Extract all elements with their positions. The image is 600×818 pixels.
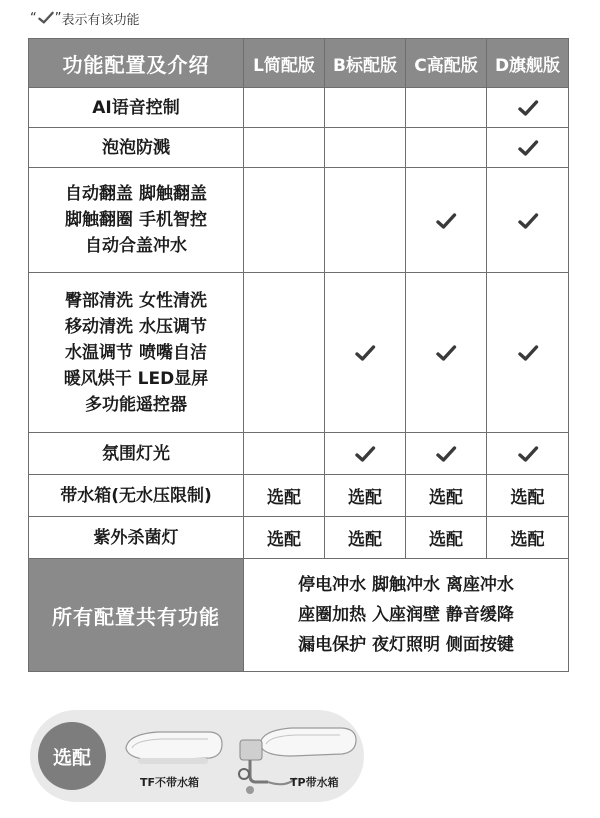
feature-cell [29, 168, 244, 273]
header-version-l: L简配版 [244, 39, 325, 88]
common-feature-line: 漏电保护 夜灯照明 侧面按键 [298, 635, 514, 655]
empty-cell [244, 433, 325, 475]
feature-line: 脚触翻圈 手机智控 [65, 210, 207, 230]
empty-cell [244, 128, 325, 168]
legend-close-quote: ” [54, 10, 62, 26]
checkmark-icon [435, 212, 457, 230]
optional-cell: 选配 [487, 475, 569, 517]
included-cell [487, 128, 569, 168]
feature-line: 移动清洗 水压调节 [65, 316, 207, 337]
included-cell [487, 433, 569, 475]
common-feature-line: 停电冲水 脚触冲水 离座冲水 [298, 575, 514, 595]
common-features-label: 所有配置共有功能 [29, 559, 244, 672]
table-row [29, 273, 569, 433]
included-cell [487, 88, 569, 128]
optional-cell: 选配 [244, 517, 325, 559]
feature-line: 带水箱(无水压限制) [60, 485, 212, 506]
legend [30, 9, 140, 27]
optional-cell: 选配 [325, 475, 406, 517]
common-features-list [244, 559, 569, 672]
empty-cell [325, 88, 406, 128]
feature-cell [29, 128, 244, 168]
feature-cell [29, 273, 244, 433]
common-feature-line: 座圈加热 入座润壁 静音缓降 [298, 605, 514, 625]
feature-cell [29, 433, 244, 475]
feature-line: AI语音控制 [92, 97, 180, 118]
empty-cell [406, 128, 487, 168]
table-row [29, 517, 569, 559]
feature-cell [29, 88, 244, 128]
optional-cell: 选配 [487, 517, 569, 559]
included-cell [325, 433, 406, 475]
feature-line: 臀部清洗 女性清洗 [65, 290, 207, 311]
empty-cell [325, 168, 406, 273]
table-row [29, 88, 569, 128]
checkmark-icon [517, 445, 539, 463]
optional-cell: 选配 [244, 475, 325, 517]
checkmark-icon [435, 344, 457, 362]
included-cell [406, 168, 487, 273]
included-cell [406, 273, 487, 433]
feature-line: 氛围灯光 [102, 443, 170, 464]
feature-line: 紫外杀菌灯 [93, 527, 179, 548]
table-row [29, 433, 569, 475]
checkmark-icon [38, 11, 54, 25]
header-version-d: D旗舰版 [487, 39, 569, 88]
common-features-row [29, 559, 569, 672]
empty-cell [244, 168, 325, 273]
product-tf [118, 718, 228, 788]
included-cell [325, 273, 406, 433]
checkmark-icon [517, 212, 539, 230]
feature-cell [29, 475, 244, 517]
optional-badge: 选配 [38, 722, 106, 790]
feature-cell [29, 517, 244, 559]
optional-accessories-panel [30, 710, 364, 802]
feature-line: 水温调节 喷嘴自洁 [65, 342, 207, 363]
feature-line: 多功能遥控器 [85, 394, 187, 415]
included-cell [487, 168, 569, 273]
feature-line: 自动翻盖 脚触翻盖 [65, 184, 207, 204]
optional-cell: 选配 [325, 517, 406, 559]
legend-text: 表示有该功能 [61, 12, 140, 28]
feature-line: 暖风烘干 LED显屏 [63, 368, 209, 389]
table-row [29, 475, 569, 517]
optional-cell: 选配 [406, 517, 487, 559]
empty-cell [406, 88, 487, 128]
checkmark-icon [354, 445, 376, 463]
product-tp-caption: TP带水箱 [290, 776, 339, 789]
checkmark-icon [517, 344, 539, 362]
header-version-b: B标配版 [325, 39, 406, 88]
product-tp [234, 718, 360, 802]
table-row [29, 168, 569, 273]
checkmark-icon [517, 139, 539, 157]
header-version-c: C高配版 [406, 39, 487, 88]
checkmark-icon [354, 344, 376, 362]
legend-open-quote: “ [30, 10, 37, 26]
product-tf-caption: TF不带水箱 [140, 776, 200, 789]
empty-cell [325, 128, 406, 168]
table-row [29, 128, 569, 168]
header-feature: 功能配置及介绍 [29, 39, 244, 88]
feature-line: 自动合盖冲水 [85, 236, 187, 256]
checkmark-icon [517, 99, 539, 117]
included-cell [406, 433, 487, 475]
feature-line: 泡泡防溅 [102, 137, 170, 158]
feature-comparison-table [28, 38, 569, 672]
optional-cell: 选配 [406, 475, 487, 517]
checkmark-icon [435, 445, 457, 463]
included-cell [487, 273, 569, 433]
empty-cell [244, 273, 325, 433]
empty-cell [244, 88, 325, 128]
table-header-row [29, 39, 569, 88]
